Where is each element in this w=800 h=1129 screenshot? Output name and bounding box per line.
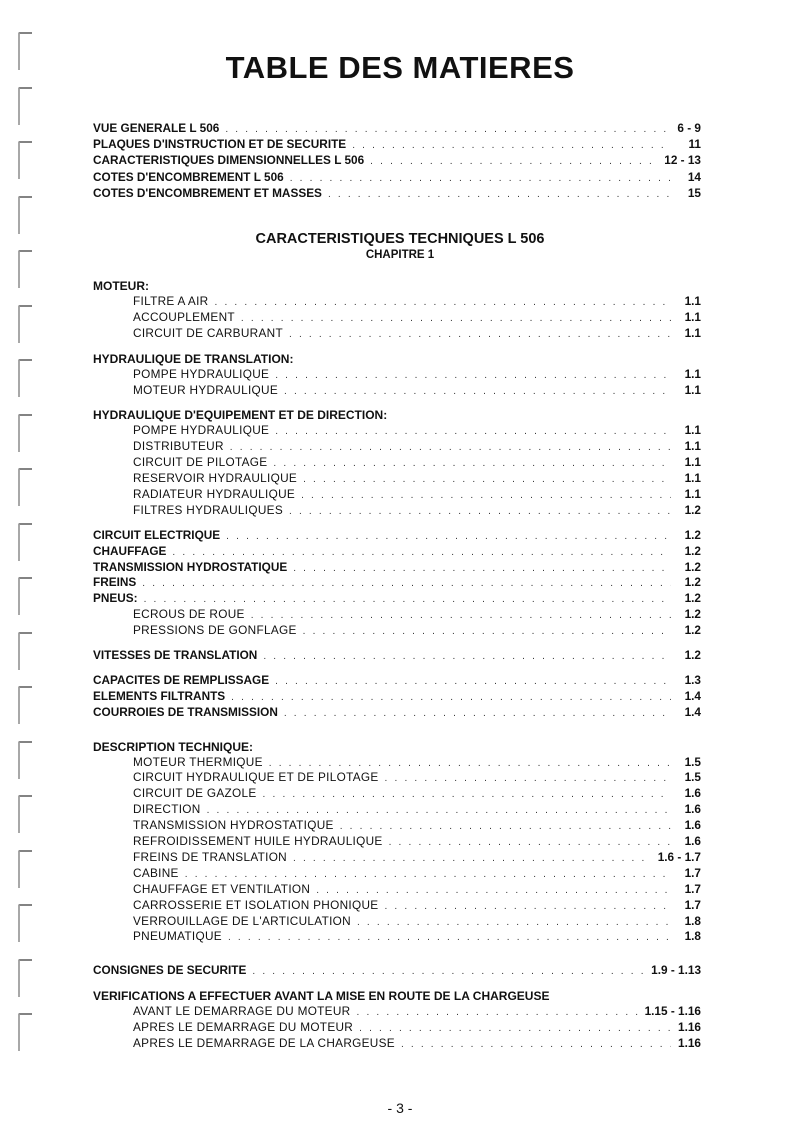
toc-entry-page: 1.5 <box>684 770 701 785</box>
toc-entry[interactable] <box>93 673 701 689</box>
dot-leader <box>275 424 671 440</box>
spacer <box>93 954 701 963</box>
toc-heading: HYDRAULIQUE DE TRANSLATION: <box>93 351 294 366</box>
toc-entry[interactable] <box>93 120 701 136</box>
toc-entry-page: 1.16 <box>678 1020 701 1035</box>
dot-leader <box>340 819 671 835</box>
dot-leader <box>185 867 671 883</box>
toc-entry-page: 1.2 <box>684 502 701 517</box>
spacer <box>93 721 701 730</box>
toc-entry-label: CIRCUIT DE GAZOLE <box>133 786 257 801</box>
toc-entry-page: 1.7 <box>684 897 701 912</box>
binding-hole <box>18 959 32 997</box>
dot-leader <box>357 1005 639 1021</box>
binding-hole <box>18 795 32 833</box>
toc-entry-page: 1.1 <box>684 439 701 454</box>
dot-leader <box>401 1037 671 1053</box>
dot-leader <box>241 311 671 327</box>
dot-leader <box>370 154 658 170</box>
binding-hole <box>18 904 32 942</box>
toc-entry-page: 1.1 <box>684 455 701 470</box>
toc-subentry[interactable] <box>93 367 701 383</box>
toc-subentry[interactable] <box>93 423 701 439</box>
binding-hole <box>18 196 32 234</box>
toc-entry-page: 1.3 <box>684 672 701 687</box>
toc-entry-label: PRESSIONS DE GONFLAGE <box>133 623 297 638</box>
binding-hole <box>18 305 32 343</box>
toc-entry-label: VITESSES DE TRANSLATION <box>93 648 258 663</box>
dot-leader <box>359 1021 671 1037</box>
binding-hole <box>18 577 32 615</box>
toc-heading: MOTEUR: <box>93 279 149 293</box>
section-title: CARACTERISTIQUES TECHNIQUES L 506 <box>255 231 545 247</box>
binding-hole <box>18 359 32 397</box>
toc-entry-page: 1.5 <box>684 754 701 769</box>
binding-hole <box>18 1013 32 1051</box>
toc-entry-page: 1.1 <box>684 325 701 340</box>
toc-entry-label: PNEUMATIQUE <box>133 929 222 944</box>
dot-leader <box>301 488 671 504</box>
toc-entry[interactable] <box>93 648 701 664</box>
toc-entry-page: 12 - 13 <box>664 153 701 168</box>
binding-hole <box>18 632 32 670</box>
toc-subentry[interactable] <box>93 1036 701 1052</box>
toc-subentry[interactable] <box>93 1020 701 1036</box>
spacer <box>93 664 701 673</box>
dot-leader <box>230 440 671 456</box>
toc-entry-page: 1.2 <box>684 607 701 622</box>
page-number-footer: - 3 - <box>387 1100 413 1116</box>
toc-entry-label: VUE GENERALE L 506 <box>93 121 220 135</box>
toc-subentry[interactable] <box>93 866 701 882</box>
dot-leader <box>284 706 671 722</box>
toc-entry-page: 1.4 <box>684 704 701 719</box>
toc-entry-label: VERROUILLAGE DE L'ARTICULATION <box>133 913 351 928</box>
toc-entry-label: CIRCUIT DE PILOTAGE <box>133 455 268 470</box>
toc-top-entries <box>93 120 701 201</box>
toc-subentry[interactable] <box>93 1004 701 1020</box>
toc-heading: VERIFICATIONS A EFFECTUER AVANT LA MISE EN ROUTE DE LA CHARGEUSE <box>93 989 550 1004</box>
toc-entry-page: 1.1 <box>684 382 701 397</box>
toc-heading: HYDRAULIQUE D'EQUIPEMENT ET DE DIRECTION: <box>93 408 388 423</box>
toc-entry-label: DIRECTION <box>133 802 201 817</box>
toc-entry[interactable] <box>93 705 701 721</box>
dot-leader <box>316 883 671 899</box>
toc-entry-page: 1.6 <box>684 802 701 817</box>
toc-entry-label: CIRCUIT ELECTRIQUE <box>93 527 221 542</box>
binding-hole <box>18 414 32 452</box>
spacer <box>93 979 701 988</box>
toc-entry[interactable] <box>93 544 701 560</box>
dot-leader <box>290 171 671 187</box>
toc-entry-page: 1.2 <box>684 623 701 638</box>
dot-leader <box>269 756 671 772</box>
toc-subentry[interactable] <box>93 623 701 639</box>
toc-entry[interactable] <box>93 963 701 979</box>
toc-entry[interactable] <box>93 152 701 168</box>
binding-hole <box>18 468 32 506</box>
toc-entry-label: PNEUS: <box>93 591 138 606</box>
toc-entry-label: POMPE HYDRAULIQUE <box>133 423 270 438</box>
dot-leader <box>228 930 671 946</box>
toc-entry-label: CHAUFFAGE ET VENTILATION <box>133 881 311 896</box>
dot-leader <box>389 835 671 851</box>
toc-entry-label: CAPACITES DE REMPLISSAGE <box>93 672 270 687</box>
toc-subentry[interactable] <box>93 802 701 818</box>
toc-entry-label: ELEMENTS FILTRANTS <box>93 688 226 703</box>
toc-entry-label: CONSIGNES DE SECURITE <box>93 963 247 978</box>
dot-leader <box>293 851 652 867</box>
toc-entry-page: 1.1 <box>684 471 701 486</box>
toc-subentry[interactable] <box>93 455 701 471</box>
spacer <box>93 519 701 528</box>
dot-leader <box>303 472 671 488</box>
toc-entry[interactable] <box>93 169 701 185</box>
toc-entry-label: COURROIES DE TRANSMISSION <box>93 704 278 719</box>
toc-entry-label: CIRCUIT HYDRAULIQUE ET DE PILOTAGE <box>133 770 379 785</box>
dot-leader <box>215 295 672 311</box>
toc-entry-page: 1.16 <box>678 1035 701 1050</box>
toc-entry-page: 1.2 <box>684 543 701 558</box>
toc-entry-page: 1.1 <box>684 309 701 324</box>
toc-entry-label: TRANSMISSION HYDROSTATIQUE <box>133 818 334 833</box>
toc-entry-label: CARROSSERIE ET ISOLATION PHONIQUE <box>133 897 379 912</box>
toc-entry-page: 1.1 <box>684 366 701 381</box>
toc-entry-label: FILTRE A AIR <box>133 294 209 308</box>
dot-leader <box>289 504 671 520</box>
toc-entry-label: COTES D'ENCOMBREMENT ET MASSES <box>93 185 322 200</box>
toc-entry-label: RESERVOIR HYDRAULIQUE <box>133 471 298 486</box>
toc-entry-label: PLAQUES D'INSTRUCTION ET DE SECURITE <box>93 137 347 152</box>
toc-entry-label: COTES D'ENCOMBREMENT L 506 <box>93 169 284 184</box>
toc-entry-page: 1.1 <box>684 487 701 502</box>
toc-entry-page: 6 - 9 <box>677 121 701 135</box>
dot-leader <box>251 608 671 624</box>
toc-subentry[interactable] <box>93 786 701 802</box>
toc-entry-page: 11 <box>688 137 701 152</box>
dot-leader <box>275 674 671 690</box>
toc-entry-page: 1.4 <box>684 688 701 703</box>
dot-leader <box>293 561 671 577</box>
dot-leader <box>328 187 671 203</box>
toc-subentry[interactable] <box>93 383 701 399</box>
toc-entry-page: 1.8 <box>684 913 701 928</box>
toc-entry-page: 1.9 - 1.13 <box>651 963 701 978</box>
binding-holes <box>14 20 40 1100</box>
toc-subentry[interactable] <box>93 294 701 310</box>
toc-entry-page: 1.7 <box>684 881 701 896</box>
spacer <box>93 398 701 407</box>
binding-hole <box>18 741 32 779</box>
toc-entry-page: 1.6 <box>684 834 701 849</box>
toc-entry-label: CIRCUIT DE CARBURANT <box>133 325 283 340</box>
toc-entry-page: 1.2 <box>684 591 701 606</box>
binding-hole <box>18 850 32 888</box>
toc-subentry[interactable] <box>93 929 701 945</box>
dot-leader <box>303 624 671 640</box>
toc-entry-label: TRANSMISSION HYDROSTATIQUE <box>93 559 288 574</box>
toc-entry-page: 1.1 <box>684 423 701 438</box>
binding-hole <box>18 87 32 125</box>
toc-entry-label: REFROIDISSEMENT HUILE HYDRAULIQUE <box>133 834 383 849</box>
dot-leader <box>142 576 671 592</box>
binding-hole <box>18 141 32 179</box>
toc-entry-label: POMPE HYDRAULIQUE <box>133 366 270 381</box>
toc-subentry[interactable] <box>93 607 701 623</box>
toc-heading: DESCRIPTION TECHNIQUE: <box>93 739 254 754</box>
toc-entry-label: MOTEUR THERMIQUE <box>133 754 263 769</box>
toc-entry-page: 1.6 - 1.7 <box>657 849 701 864</box>
dot-leader <box>252 964 645 980</box>
toc-entry-page: 1.1 <box>684 294 701 308</box>
toc-entry-page: 1.2 <box>684 575 701 590</box>
toc-entry-label: ECROUS DE ROUE <box>133 607 245 622</box>
toc-entry-page: 1.2 <box>684 527 701 542</box>
dot-leader <box>284 384 671 400</box>
dot-leader <box>384 899 671 915</box>
dot-leader <box>352 138 671 154</box>
toc-entry-label: ACCOUPLEMENT <box>133 309 235 324</box>
toc-subentry[interactable] <box>93 755 701 771</box>
toc-entry[interactable] <box>93 575 701 591</box>
toc-entry-label: CABINE <box>133 865 179 880</box>
toc-entry-label: FREINS <box>93 575 137 590</box>
dot-leader <box>275 368 671 384</box>
toc-subentry[interactable] <box>93 898 701 914</box>
toc-subentry[interactable] <box>93 834 701 850</box>
toc-entry[interactable] <box>93 528 701 544</box>
spacer <box>93 945 701 954</box>
page-title: TABLE DES MATIERES <box>225 50 575 85</box>
dot-leader <box>226 529 671 545</box>
toc-entry-label: CHAUFFAGE <box>93 543 167 558</box>
toc-subentry[interactable] <box>93 850 701 866</box>
dot-leader <box>207 803 671 819</box>
dot-leader <box>357 915 671 931</box>
toc-entry-label: DISTRIBUTEUR <box>133 439 224 454</box>
toc-entry[interactable] <box>93 560 701 576</box>
toc-subentry[interactable] <box>93 439 701 455</box>
dot-leader <box>263 649 671 665</box>
toc-entry-label: APRES LE DEMARRAGE DE LA CHARGEUSE <box>133 1035 395 1050</box>
toc-entry[interactable] <box>93 185 701 201</box>
spacer <box>93 730 701 739</box>
dot-leader <box>289 327 671 343</box>
toc-main-entries <box>93 278 701 1052</box>
spacer <box>93 639 701 648</box>
toc-entry[interactable] <box>93 689 701 705</box>
dot-leader <box>273 456 671 472</box>
binding-hole <box>18 686 32 724</box>
toc-subentry[interactable] <box>93 914 701 930</box>
toc-entry-page: 1.8 <box>684 929 701 944</box>
toc-subentry[interactable] <box>93 310 701 326</box>
toc-subentry[interactable] <box>93 882 701 898</box>
toc-entry-label: CARACTERISTIQUES DIMENSIONNELLES L 506 <box>93 153 365 168</box>
toc-entry-page: 1.2 <box>684 559 701 574</box>
toc-entry-page: 1.7 <box>684 865 701 880</box>
dot-leader <box>172 545 671 561</box>
toc-entry-label: AVANT LE DEMARRAGE DU MOTEUR <box>133 1004 351 1019</box>
toc-entry-page: 1.15 - 1.16 <box>644 1004 701 1019</box>
toc-subentry[interactable] <box>93 770 701 786</box>
binding-hole <box>18 523 32 561</box>
toc-entry-page: 14 <box>687 169 701 184</box>
toc-entry-page: 1.6 <box>684 786 701 801</box>
toc-entry[interactable] <box>93 136 701 152</box>
toc-subentry[interactable] <box>93 471 701 487</box>
toc-subentry[interactable] <box>93 503 701 519</box>
toc-entry-label: RADIATEUR HYDRAULIQUE <box>133 487 296 502</box>
toc-entry-page: 15 <box>687 185 701 200</box>
dot-leader <box>263 787 671 803</box>
toc-entry-label: MOTEUR HYDRAULIQUE <box>133 382 279 397</box>
toc-entry-page: 1.6 <box>684 818 701 833</box>
toc-entry[interactable] <box>93 591 701 607</box>
section-subtitle: CHAPITRE 1 <box>365 249 435 261</box>
toc-subentry[interactable] <box>93 326 701 342</box>
spacer <box>93 342 701 351</box>
toc-subentry[interactable] <box>93 818 701 834</box>
dot-leader <box>231 690 671 706</box>
toc-entry-label: APRES LE DEMARRAGE DU MOTEUR <box>133 1020 354 1035</box>
dot-leader <box>144 592 671 608</box>
toc-entry-label: FILTRES HYDRAULIQUES <box>133 502 283 517</box>
dot-leader <box>385 771 671 787</box>
toc-subentry[interactable] <box>93 487 701 503</box>
toc-entry-label: FREINS DE TRANSLATION <box>133 849 288 864</box>
toc-entry-page: 1.2 <box>684 648 701 663</box>
